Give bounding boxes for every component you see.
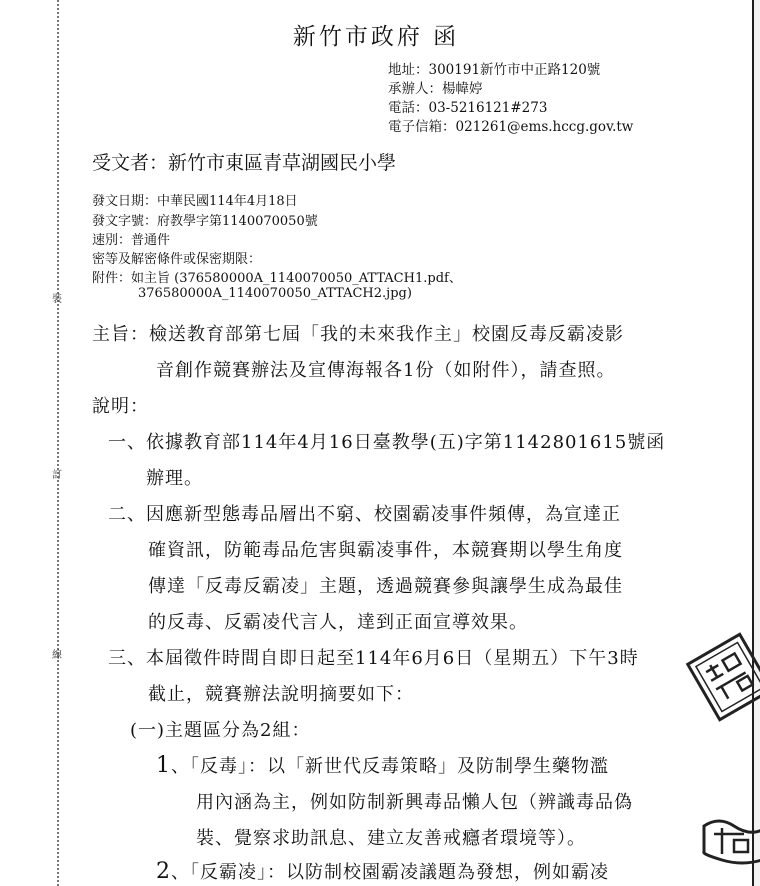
subject-line-2: 音創作競賽辦法及宣傳海報各1份（如附件），請查照。 xyxy=(156,360,616,381)
delivery-speed: 速別：普通件 xyxy=(92,233,171,248)
item-3-line-2: 截止，競賽辦法說明摘要如下： xyxy=(148,684,414,705)
item-1-line-1: 一、依據教育部114年4月16日臺教學(五)字第1142801615號函 xyxy=(108,432,666,453)
binding-mark-ding: 訂 xyxy=(52,470,62,481)
contact-email: 電子信箱：021261@ems.hccg.gov.tw xyxy=(388,119,634,135)
sub-item-1-1-line-1 xyxy=(156,752,609,778)
contact-person: 承辦人：楊幃婷 xyxy=(388,81,483,97)
official-seal-stamp xyxy=(673,623,760,732)
item-1-line-2: 辦理。 xyxy=(146,468,203,489)
binding-dotted-line xyxy=(57,0,59,886)
subject-line-1: 主旨：檢送教育部第七屆「我的未來我作主」校園反毒反霸凌影 xyxy=(92,324,624,345)
security-level: 密等及解密條件或保密期限： xyxy=(92,252,262,267)
document-title: 新竹市政府 函 xyxy=(292,24,460,50)
recipient: 受文者：新竹市東區青草湖國民小學 xyxy=(92,152,397,174)
sub-item-1: (一)主題區分為2組： xyxy=(130,720,311,741)
item-2-line-3: 傳達「反毒反霸凌」主題，透過競賽參與讓學生成為最佳 xyxy=(148,576,623,597)
sub-item-1-1-line-3: 裝、覺察求助訊息、建立友善戒癮者環境等）。 xyxy=(196,828,586,849)
issue-date: 發文日期：中華民國114年4月18日 xyxy=(92,194,298,209)
sub-item-1-1-text: 、「反毒」：以「新世代反毒策略」及防制學生藥物濫 xyxy=(171,756,609,777)
attachment-line-1: 附件：如主旨 (376580000A_1140070050_ATTACH1.pdf、 xyxy=(92,271,462,286)
binding-mark-zhuang: 裝 xyxy=(52,294,62,305)
sender-address: 地址：300191新竹市中正路120號 xyxy=(388,62,601,78)
sub-item-1-2-number: 2 xyxy=(156,859,171,884)
sub-item-1-1-number: 1 xyxy=(156,753,171,778)
attachment-line-2: 376580000A_1140070050_ATTACH2.jpg) xyxy=(138,286,412,301)
item-3-line-1: 三、本屆徵件時間自即日起至114年6月6日（星期五）下午3時 xyxy=(108,648,639,669)
document-number: 發文字號：府教學字第1140070050號 xyxy=(92,214,318,229)
seal-fragment-stamp xyxy=(694,806,760,866)
sub-item-1-1-line-2: 用內涵為主，例如防制新興毒品懶人包（辨識毒品偽 xyxy=(196,792,633,813)
item-2-line-2: 確資訊，防範毒品危害與霸凌事件，本競賽期以學生角度 xyxy=(148,540,623,561)
explanation-heading: 說明： xyxy=(92,396,149,417)
contact-phone: 電話：03-5216121#273 xyxy=(388,100,548,116)
binding-mark-xian: 線 xyxy=(52,650,62,661)
item-2-line-1: 二、因應新型態毒品層出不窮、校園霸凌事件頻傳，為宣達正 xyxy=(108,504,621,525)
sub-item-1-2-text: 、「反霸凌」：以防制校園霸凌議題為發想，例如霸凌 xyxy=(171,862,609,883)
item-2-line-4: 的反毒、反霸凌代言人，達到正面宣導效果。 xyxy=(148,612,528,633)
sub-item-1-2-line-1 xyxy=(156,858,609,884)
